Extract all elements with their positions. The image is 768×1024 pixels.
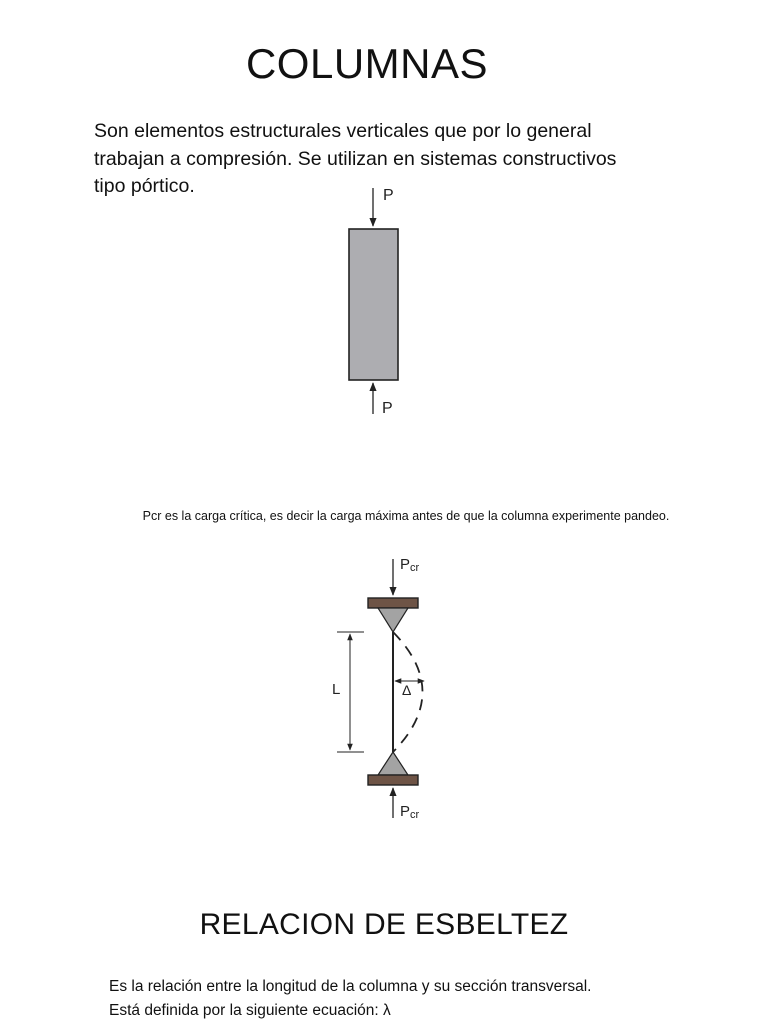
- critical-load-label-bottom: Pcr: [400, 803, 420, 821]
- length-label: L: [332, 681, 341, 698]
- buckling-diagram: [332, 556, 424, 821]
- intro-line: trabajan a compresión. Se utilizan en sistemas constructivos: [94, 147, 617, 170]
- intro-line: Son elementos estructurales verticales que por lo general: [94, 120, 592, 142]
- slenderness-description: [109, 975, 729, 1023]
- column-compression-diagram: [349, 187, 398, 417]
- description-line: Es la relación entre la longitud de la columna y su sección transversal.: [109, 978, 592, 995]
- column-body: [349, 229, 398, 380]
- pin-support-bottom: [378, 752, 408, 775]
- critical-load-label-top: Pcr: [400, 556, 420, 574]
- description-line: Está definida por la siguiente ecuación: λ: [109, 1002, 391, 1019]
- page-title: COLUMNAS: [245, 40, 489, 87]
- intro-line: tipo pórtico.: [94, 175, 195, 197]
- pin-support-top: [378, 608, 408, 632]
- section-title: RELACION DE ESBELTEZ: [199, 908, 569, 941]
- load-label-top: P: [383, 187, 394, 204]
- support-plate-top: [368, 598, 418, 608]
- deflection-label: Δ: [402, 682, 412, 698]
- load-label-bottom: P: [382, 400, 393, 417]
- support-plate-bottom: [368, 775, 418, 785]
- critical-load-note: Pcr es la carga crítica, es decir la carga máxima antes de que la columna experimente pandeo.: [142, 509, 670, 523]
